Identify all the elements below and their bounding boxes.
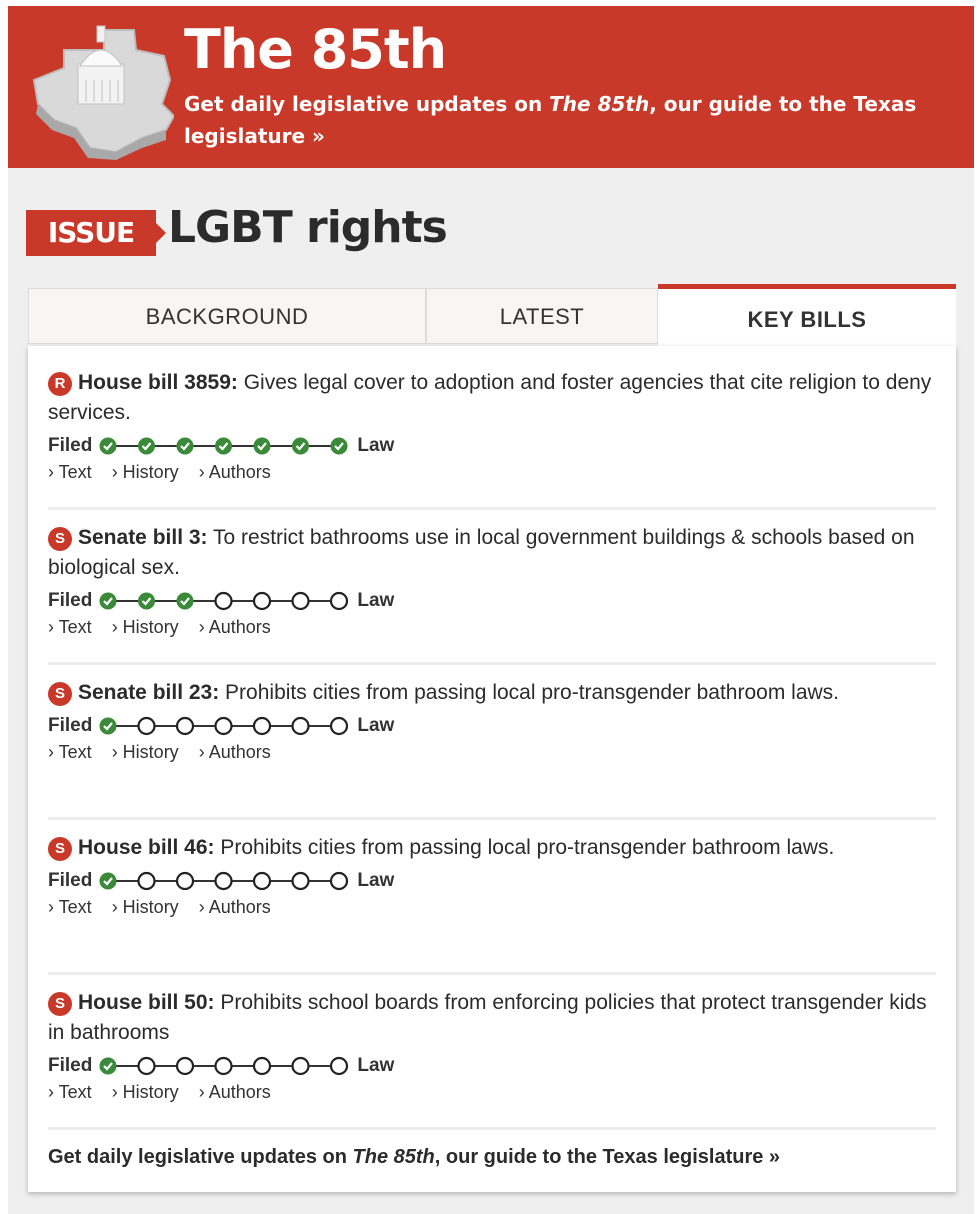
bill-progress-tracker xyxy=(48,587,936,615)
stage-pending-icon xyxy=(216,718,232,734)
stage-pending-icon xyxy=(139,718,155,734)
banner-sub-suffix: , our guide to the Texas legislature » xyxy=(184,92,917,148)
stage-complete-icon xyxy=(100,718,116,734)
bill-item xyxy=(48,678,936,763)
footer-suffix: , our guide to the Texas legislature » xyxy=(434,1146,781,1168)
bill-authors-link[interactable]: › Authors xyxy=(198,1082,271,1102)
bill-name[interactable]: Senate bill 23: xyxy=(78,681,220,704)
tracker-start-label: Filed xyxy=(48,590,93,611)
widget-frame xyxy=(8,6,974,1214)
bill-progress-tracker xyxy=(48,432,936,460)
bill-description: Prohibits cities from passing local pro-transgender bathroom laws. xyxy=(214,836,835,859)
stage-complete-icon xyxy=(331,438,347,454)
bill-authors-link[interactable]: › Authors xyxy=(198,462,271,482)
footer-em: The 85th xyxy=(352,1146,435,1168)
stage-complete-icon xyxy=(254,438,270,454)
stage-complete-icon xyxy=(139,593,155,609)
stage-complete-icon xyxy=(100,438,116,454)
stage-complete-icon xyxy=(177,593,193,609)
stage-pending-icon xyxy=(293,718,309,734)
tab-latest[interactable]: LATEST xyxy=(426,288,658,344)
bill-authors-link[interactable]: › Authors xyxy=(198,897,271,917)
bill-divider xyxy=(48,817,936,820)
stage-pending-icon xyxy=(331,718,347,734)
party-badge: S xyxy=(48,992,72,1016)
tab-key-bills[interactable]: KEY BILLS xyxy=(658,284,956,346)
tracker-end-label: Law xyxy=(357,435,395,456)
stage-pending-icon xyxy=(331,873,347,889)
bill-progress-tracker xyxy=(48,1052,936,1080)
stage-track xyxy=(98,590,351,612)
tab-background[interactable]: BACKGROUND xyxy=(28,288,426,344)
stage-pending-icon xyxy=(293,593,309,609)
bill-headline xyxy=(48,833,936,863)
bill-item xyxy=(48,523,936,638)
stage-track xyxy=(98,715,351,737)
party-badge: S xyxy=(48,527,72,551)
issue-tag: ISSUE xyxy=(26,210,156,256)
bill-item xyxy=(48,368,936,483)
bill-divider xyxy=(48,1127,936,1130)
bill-text-link[interactable]: › Text xyxy=(48,1082,92,1102)
tracker-start-label: Filed xyxy=(48,870,93,891)
bill-history-link[interactable]: › History xyxy=(111,742,179,762)
bill-name[interactable]: Senate bill 3: xyxy=(78,526,208,549)
banner-sub-em: The 85th xyxy=(549,92,650,116)
stage-pending-icon xyxy=(216,1058,232,1074)
stage-complete-icon xyxy=(216,438,232,454)
the-85th-banner[interactable] xyxy=(8,6,974,168)
banner-title[interactable]: The 85th xyxy=(184,18,447,81)
bill-links xyxy=(48,617,936,638)
banner-sub-prefix: Get daily legislative updates on xyxy=(184,92,550,116)
bill-name[interactable]: House bill 46: xyxy=(78,836,215,859)
stage-pending-icon xyxy=(139,1058,155,1074)
stage-pending-icon xyxy=(216,593,232,609)
stage-track xyxy=(98,1055,351,1077)
bill-history-link[interactable]: › History xyxy=(111,897,179,917)
tracker-start-label: Filed xyxy=(48,715,93,736)
bill-links xyxy=(48,462,936,483)
tracker-start-label: Filed xyxy=(48,1055,93,1076)
stage-pending-icon xyxy=(293,1058,309,1074)
bill-history-link[interactable]: › History xyxy=(111,617,179,637)
bill-history-link[interactable]: › History xyxy=(111,1082,179,1102)
stage-pending-icon xyxy=(254,1058,270,1074)
bill-progress-tracker xyxy=(48,867,936,895)
bill-text-link[interactable]: › Text xyxy=(48,742,92,762)
tab-bar xyxy=(28,288,956,346)
stage-complete-icon xyxy=(293,438,309,454)
bill-description: Prohibits cities from passing local pro-transgender bathroom laws. xyxy=(219,681,839,704)
bill-text-link[interactable]: › Text xyxy=(48,897,92,917)
stage-track xyxy=(98,435,351,457)
bill-headline xyxy=(48,988,936,1048)
bill-name[interactable]: House bill 3859: xyxy=(78,371,238,394)
bill-history-link[interactable]: › History xyxy=(111,462,179,482)
stage-complete-icon xyxy=(139,438,155,454)
footer-85th-link[interactable] xyxy=(48,1146,938,1169)
tracker-end-label: Law xyxy=(357,590,395,611)
stage-pending-icon xyxy=(216,873,232,889)
tracker-end-label: Law xyxy=(357,1055,395,1076)
bill-item xyxy=(48,988,936,1103)
stage-track xyxy=(98,870,351,892)
page-title: LGBT rights xyxy=(168,202,447,253)
footer-prefix: Get daily legislative updates on xyxy=(48,1146,353,1168)
bill-description: To restrict bathrooms use in local government buildings & schools based on biological sex. xyxy=(48,526,915,579)
stage-pending-icon xyxy=(254,593,270,609)
bill-name[interactable]: House bill 50: xyxy=(78,991,215,1014)
bill-description: Gives legal cover to adoption and foster agencies that cite religion to deny services. xyxy=(48,371,932,424)
bill-text-link[interactable]: › Text xyxy=(48,617,92,637)
bill-headline xyxy=(48,368,936,428)
banner-subtitle[interactable] xyxy=(184,88,954,152)
bill-links xyxy=(48,897,936,918)
stage-pending-icon xyxy=(177,873,193,889)
key-bills-panel xyxy=(28,346,956,1192)
bill-item xyxy=(48,833,936,918)
bill-authors-link[interactable]: › Authors xyxy=(198,617,271,637)
stage-pending-icon xyxy=(331,593,347,609)
bill-description: Prohibits school boards from enforcing policies that protect transgender kids in bathrooms xyxy=(48,991,927,1044)
texas-capitol-icon xyxy=(24,20,174,160)
party-badge: S xyxy=(48,682,72,706)
bill-links xyxy=(48,742,936,763)
tracker-start-label: Filed xyxy=(48,435,93,456)
stage-pending-icon xyxy=(293,873,309,889)
stage-pending-icon xyxy=(177,1058,193,1074)
stage-pending-icon xyxy=(177,718,193,734)
party-badge: S xyxy=(48,837,72,861)
stage-pending-icon xyxy=(139,873,155,889)
stage-complete-icon xyxy=(100,1058,116,1074)
stage-complete-icon xyxy=(100,593,116,609)
stage-pending-icon xyxy=(254,873,270,889)
bill-links xyxy=(48,1082,936,1103)
bill-text-link[interactable]: › Text xyxy=(48,462,92,482)
tracker-end-label: Law xyxy=(357,870,395,891)
bill-headline xyxy=(48,678,936,708)
bill-divider xyxy=(48,507,936,510)
party-badge: R xyxy=(48,372,72,396)
bill-divider xyxy=(48,662,936,665)
stage-complete-icon xyxy=(177,438,193,454)
bill-headline xyxy=(48,523,936,583)
stage-complete-icon xyxy=(100,873,116,889)
bill-divider xyxy=(48,972,936,975)
stage-pending-icon xyxy=(254,718,270,734)
tracker-end-label: Law xyxy=(357,715,395,736)
bill-authors-link[interactable]: › Authors xyxy=(198,742,271,762)
stage-pending-icon xyxy=(331,1058,347,1074)
bill-progress-tracker xyxy=(48,712,936,740)
